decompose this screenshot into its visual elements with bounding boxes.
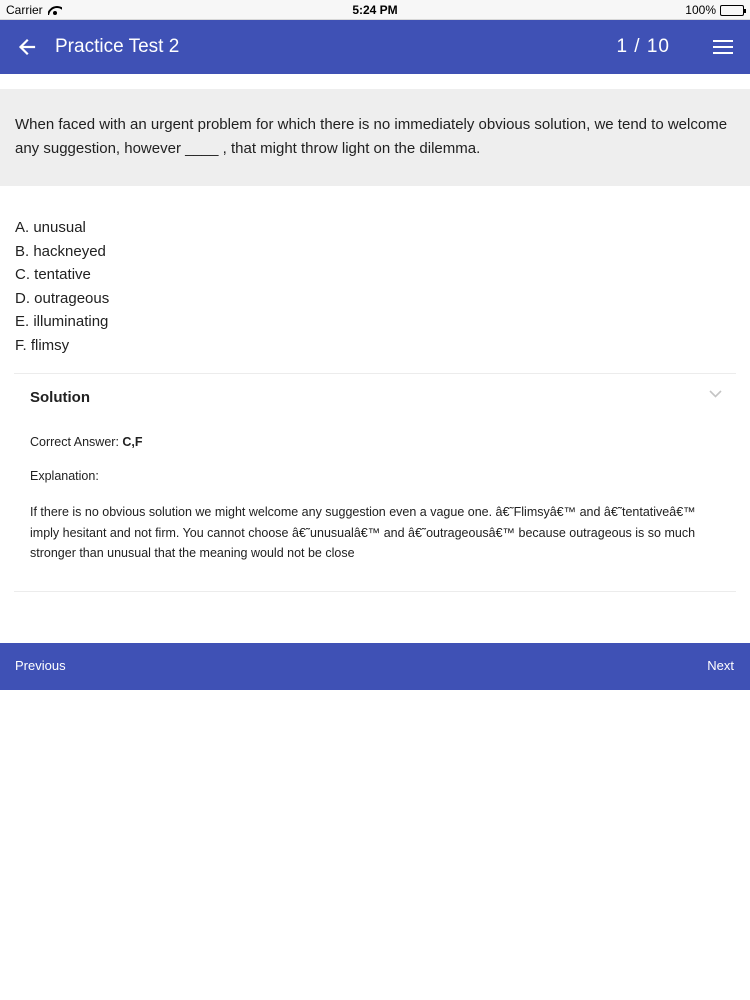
explanation-label: Explanation:	[30, 469, 99, 483]
solution-panel	[14, 373, 736, 592]
previous-button[interactable]: Previous	[15, 658, 66, 673]
option-d[interactable]: D. outrageous	[15, 289, 110, 307]
solution-title: Solution	[30, 388, 90, 406]
arrow-back-icon	[17, 37, 37, 57]
explanation-text: If there is no obvious solution we might welcome any suggestion even a vague one. â€˜Flimsyâ€™ and â€˜tentativeâ€™ imply hesitant and not firm. You cannot choose â€˜unusualâ€™ and â€˜outrageousâ€™ because outrageous is so much stronger than unusual that the meaning would not be close	[30, 505, 696, 560]
question-counter: 1 / 10	[616, 36, 670, 57]
option-b[interactable]: B. hackneyed	[15, 242, 106, 260]
question-text: When faced with an urgent problem for which there is no immediately obvious solution, we tend to welcome any suggestion, however ____ , that might throw light on the dilemma.	[15, 116, 728, 157]
carrier-label: Carrier	[6, 3, 43, 17]
status-right	[685, 3, 744, 17]
status-time: 5:24 PM	[352, 3, 398, 17]
option-c[interactable]: C. tentative	[15, 266, 91, 283]
question-box	[0, 89, 750, 186]
answer-options	[15, 216, 109, 357]
correct-answer	[30, 434, 720, 451]
next-button[interactable]: Next	[707, 658, 734, 673]
hamburger-menu-icon	[713, 39, 733, 55]
back-button[interactable]	[0, 20, 54, 74]
battery-icon	[720, 5, 744, 16]
chevron-down-icon[interactable]	[709, 390, 722, 398]
bottom-nav	[0, 643, 750, 690]
menu-button[interactable]	[696, 20, 750, 74]
option-e[interactable]: E. illuminating	[15, 313, 109, 330]
option-a[interactable]: A. unusual	[15, 219, 86, 236]
option-f[interactable]: F. flimsy	[15, 336, 70, 354]
page-title: Practice Test 2	[55, 36, 180, 57]
solution-body	[14, 420, 736, 564]
solution-header[interactable]	[14, 374, 736, 420]
status-bar	[0, 0, 750, 20]
app-bar	[0, 20, 750, 74]
correct-answer-value: C,F	[122, 435, 143, 449]
battery-percent: 100%	[685, 3, 716, 17]
correct-answer-label: Correct Answer:	[30, 435, 123, 449]
